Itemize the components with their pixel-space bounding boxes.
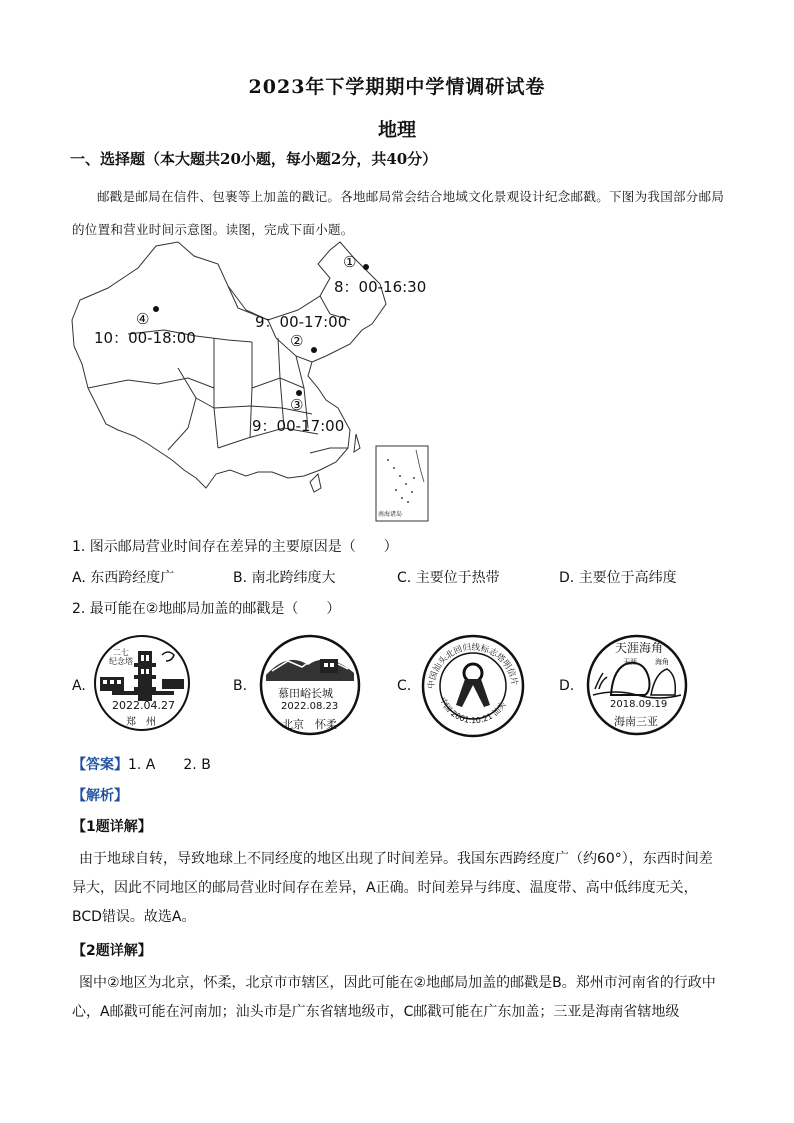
stamp-c-graphic bbox=[420, 633, 526, 739]
marker-3-hours: 9：00-17:00 bbox=[252, 417, 345, 435]
q1-analysis-label: 【1题详解】 bbox=[72, 819, 152, 835]
stamp-a-letter: A. bbox=[72, 678, 86, 694]
option-letter: D. bbox=[559, 570, 575, 586]
question-intro: 邮戳是邮局在信件、包裹等上加盖的戳记。各地邮局常会结合地域文化景观设计纪念邮戳。下图为我国部分邮局的位置和营业时间示意图。读图，完成下面小题。 bbox=[72, 189, 725, 237]
subject-title: 地理 bbox=[377, 119, 416, 141]
analysis-label: 【解析】 bbox=[72, 788, 128, 804]
stamp-d bbox=[585, 633, 689, 737]
q1-option-a bbox=[72, 567, 174, 587]
q2-analysis-text: 图中②地区为北京，怀柔，北京市市辖区，因此可能在②地邮局加盖的邮戳是B。郑州市河南省的行政中心，A邮戳可能在河南加；汕头市是广东省辖地级市，C邮戳可能在广东加盖；三亚是海南省辖地级 bbox=[72, 975, 716, 1020]
marker-3-id: ③ bbox=[290, 396, 304, 414]
q1-analysis-text: 由于地球自转，导致地球上不同经度的地区出现了时间差异。我国东西跨经度广（约60°），东西时间差异大，因此不同地区的邮局营业时间存在差异，A正确。时间差异与纬度、温度带、高中低纬度无关，BCD错误。故选A。 bbox=[72, 851, 713, 925]
marker-1-hours: 8：00-16:30 bbox=[334, 278, 427, 296]
stamp-d-place: 海南三亚 bbox=[614, 715, 658, 728]
stamp-d-date: 2018.09.19 bbox=[610, 699, 668, 710]
option-letter: B. bbox=[233, 570, 248, 586]
option-letter: C. bbox=[397, 570, 412, 586]
stamp-d-rock-label-1: 天涯 bbox=[623, 658, 637, 666]
question-1-stem: 1. 图示邮局营业时间存在差异的主要原因是（ ） bbox=[72, 539, 398, 555]
stamp-c-ring-top: 中国汕头北回归线标志塔明信片 bbox=[426, 642, 519, 690]
stamp-a-date: 2022.04.27 bbox=[112, 699, 175, 712]
stamp-b-place: 北京 怀柔 bbox=[282, 718, 337, 731]
option-text: 主要位于高纬度 bbox=[578, 570, 677, 586]
marker-2-id: ② bbox=[290, 332, 304, 350]
stamp-d-title: 天涯海角 bbox=[615, 641, 664, 655]
svg-text:中国 2001.10.21 汕头 bbox=[438, 696, 508, 726]
marker-4-id: ④ bbox=[136, 310, 150, 328]
inset-label: 南海诸岛 bbox=[378, 511, 403, 518]
q2-analysis-label: 【2题详解】 bbox=[72, 943, 152, 959]
stamp-d-rock-label-2: 海角 bbox=[655, 658, 669, 666]
stamp-d-letter: D. bbox=[559, 678, 575, 694]
answer-text: 1. A 2. B bbox=[128, 757, 211, 773]
q1-option-b bbox=[233, 567, 336, 587]
option-text: 东西跨经度广 bbox=[90, 570, 175, 586]
answer-label: 【答案】 bbox=[72, 757, 128, 773]
option-text: 南北跨纬度大 bbox=[251, 570, 336, 586]
marker-4-hours: 10：00-18:00 bbox=[94, 329, 196, 347]
stamp-a-title: 二七 纪念塔 bbox=[109, 648, 133, 666]
stamp-b-date: 2022.08.23 bbox=[281, 701, 339, 712]
q1-option-d bbox=[559, 567, 677, 587]
stamp-c bbox=[420, 633, 526, 739]
stamp-a-place: 郑 州 bbox=[126, 717, 156, 728]
stamp-b-letter: B. bbox=[233, 678, 248, 694]
option-text: 主要位于热带 bbox=[415, 570, 500, 586]
answer-block bbox=[72, 754, 211, 774]
marker-2-hours: 9：00-17:00 bbox=[255, 313, 348, 331]
question-2-stem: 2. 最可能在②地邮局加盖的邮戳是（ ） bbox=[72, 601, 341, 617]
china-map bbox=[68, 238, 438, 523]
stamp-a bbox=[92, 633, 192, 733]
stamp-c-letter: C. bbox=[397, 678, 412, 694]
option-letter: A. bbox=[72, 570, 86, 586]
marker-1-id: ① bbox=[343, 253, 357, 271]
stamp-b bbox=[258, 633, 362, 737]
exam-title: 2023年下学期期中学情调研试卷 bbox=[248, 76, 546, 98]
q1-option-c bbox=[397, 567, 500, 587]
stamp-b-title: 慕田峪长城 bbox=[278, 687, 333, 700]
stamp-c-ring-bottom: 中国 2001.10.21 汕头 bbox=[437, 696, 508, 726]
section-heading: 一、选择题（本大题共20小题，每小题2分，共40分） bbox=[70, 150, 438, 168]
